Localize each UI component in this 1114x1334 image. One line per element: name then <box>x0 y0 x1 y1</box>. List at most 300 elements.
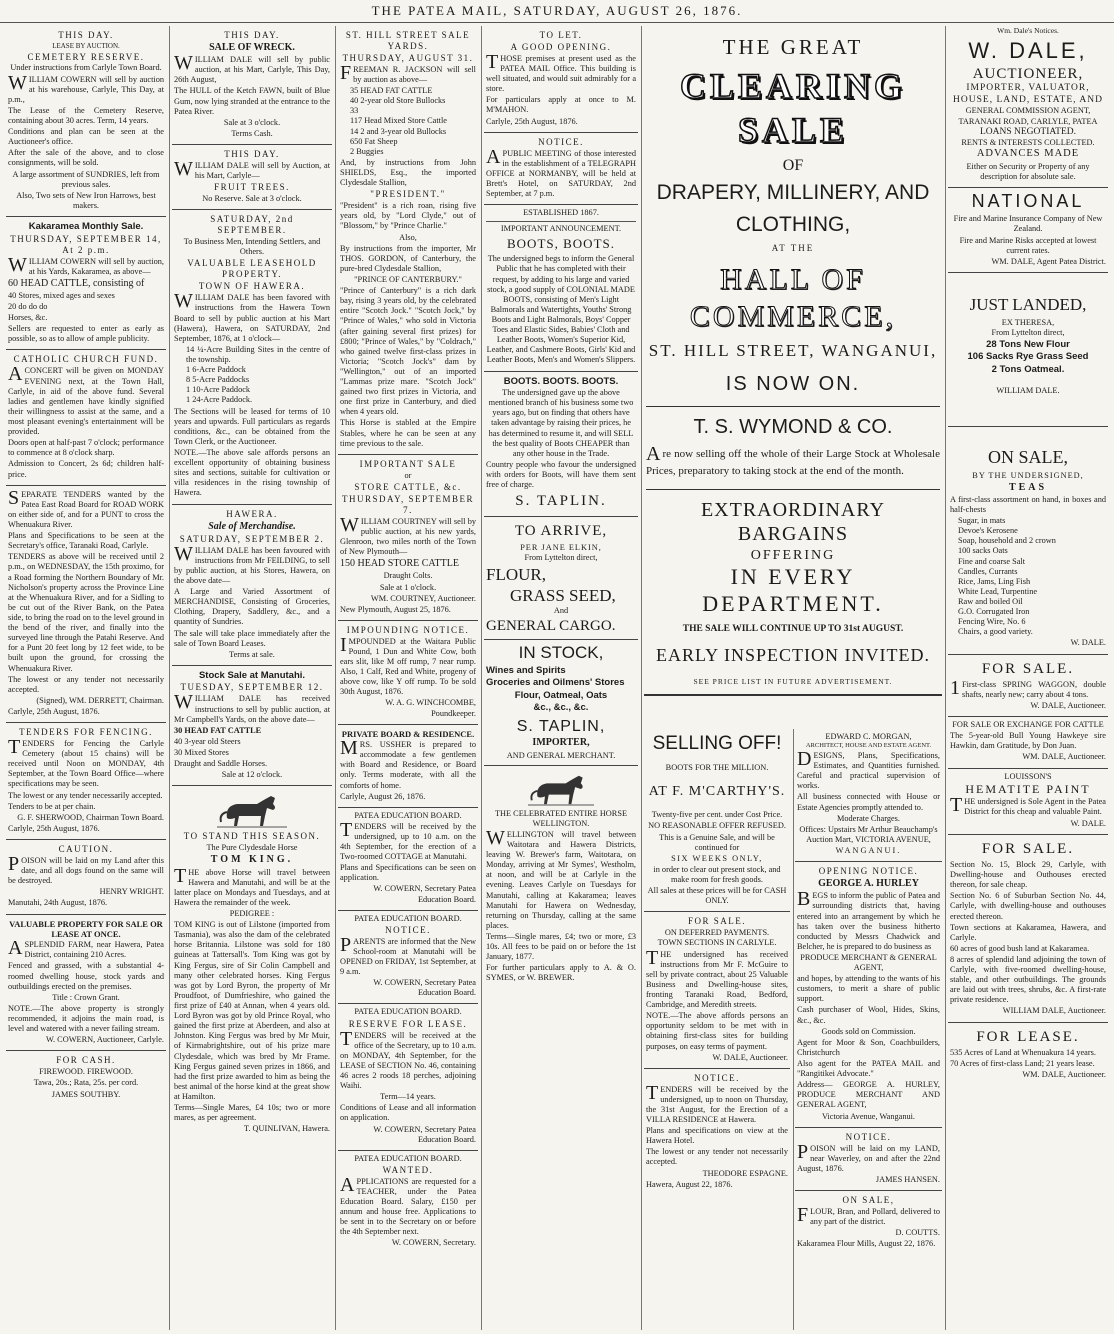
ad-text: WANGANUI. <box>835 846 902 856</box>
ad-text: or <box>404 470 412 480</box>
ad-text: WILLIAM DALE will sell by Auction, at his Mart, Carlyle— <box>174 158 330 181</box>
ad-heading: Stock Sale at Manutahi. <box>198 669 306 681</box>
ad-signature: W. DALE. <box>1070 818 1106 828</box>
ad-text: PARENTS are informed that the New School-room at Manutahi will be OPENED on FRIDAY, 1st September, at 9 a.m. <box>340 933 476 977</box>
ad-text: IMPOUNDED at the Waitara Public Pound, 1 Dun and White Cow, both ears slit, like M off rump, 7 near rump. Also, 1 Calf, Red and White, progeny of above cow, like Y off rump. To be sold 30th August, 1876. <box>340 633 476 697</box>
ad-signature: JAMES SOUTHBY. <box>51 1089 121 1099</box>
ad-title: TEAS <box>1008 481 1048 493</box>
ad-title: BOOTS, BOOTS. <box>507 236 615 252</box>
column-4 <box>484 26 638 1330</box>
ad-title: STORE CATTLE, &c. <box>354 481 462 492</box>
ad-education-board-reserve <box>338 1004 478 1150</box>
list-item: 1 6-Acre Paddock <box>186 365 246 375</box>
ad-heading: ST. HILL STREET SALE YARDS. <box>345 30 471 51</box>
ad-text: 60 HEAD CATTLE, consisting of <box>8 277 145 289</box>
ad-subheading: BOOTS FOR THE MILLION. <box>665 763 769 773</box>
list-item: 35 HEAD FAT CATTLE <box>350 86 433 96</box>
ad-subheading: PEDIGREE : <box>229 909 275 918</box>
ad-tenders-fencing <box>6 723 166 840</box>
ad-text: MRS. USSHER is prepared to accommodate a few gentlemen with Board and Residence, or Board only. Terms moderate, with all the comforts of home. <box>340 737 476 790</box>
ad-heading: NOTICE. <box>694 1072 740 1083</box>
list-item: Raw and boiled Oil <box>958 596 1023 606</box>
ad-store-cattle <box>338 455 478 621</box>
column-5-right <box>795 729 942 1330</box>
ad-title: VALUABLE LEASEHOLD PROPERTY. <box>187 258 317 280</box>
ad-heading: FOR SALE OR EXCHANGE FOR CATTLE <box>952 720 1104 730</box>
ad-signature: G. F. SHERWOOD, Chairman Town Board. <box>17 812 164 822</box>
ad-town-sections <box>644 912 790 1068</box>
ad-heading: PRIVATE BOARD & RESIDENCE. <box>341 728 475 739</box>
ad-text: The undersigned gave up the above mentioned branch of his business some two years ago, but on finding that others have taken advantage by raising their prices, he has determined to resume it, and will SELL the best quality of Boots CHEAPER than any other house in the Trade. <box>488 388 634 458</box>
ad-text: Under instructions from Carlyle Town Board. <box>10 63 162 73</box>
ad-date: THURSDAY, SEPTEMBER 14, At 2 p.m. <box>10 233 162 255</box>
column-5 <box>644 26 942 1330</box>
ad-cemetery-reserve <box>6 26 166 217</box>
ad-text: Terms at sale. <box>229 649 275 659</box>
ad-text: Plans and Specifications can be seen on application. <box>340 863 476 883</box>
ad-text: Manutahi, 24th August, 1876. <box>8 898 108 908</box>
ad-heading: CATHOLIC CHURCH FUND. <box>13 354 159 365</box>
ad-heading: TO LET. <box>539 30 583 40</box>
ad-heading: THE CELEBRATED ENTIRE HORSE WELLINGTON. <box>494 808 628 828</box>
ad-in-stock <box>484 640 638 766</box>
list-item: 8 5-Acre Paddocks <box>186 375 250 385</box>
column-2 <box>172 26 332 1330</box>
ad-title: BOOTS. BOOTS. BOOTS. <box>503 375 619 387</box>
ad-text: Sale at 12 o'clock. <box>221 770 283 780</box>
ad-signature: WILLIAM DALE. <box>996 385 1060 395</box>
column-6 <box>948 26 1108 1330</box>
ad-text: NO REASONABLE OFFER REFUSED. <box>648 821 786 831</box>
list-item: 28 Tons New Flour <box>986 338 1070 350</box>
ad-text: WILLIAM DALE has been favoured with instructions from Mr FEILDING, to sell by public auction, at his Stores, Hawera, on the above date— <box>174 542 330 585</box>
ad-text: This Horse is stabled at the Empire Stables, where he can be seen at any time previous to the sale. <box>340 418 476 448</box>
ad-education-board-wanted <box>338 1151 478 1254</box>
list-item: 100 sacks Oats <box>958 546 1008 556</box>
ad-signature: W. DALE. <box>1070 638 1106 648</box>
ad-heading: FOR SALE. <box>981 660 1075 677</box>
list-item: Fine and coarse Salt <box>958 556 1026 566</box>
ad-text: THE undersigned is Sole Agent in the Patea District for this cheap and valuable Paint. <box>950 794 1106 817</box>
ad-text: "President" is a rich roan, rising five years old, by "Lord Clyde," out of "Blossom," by "Prince Charlie." <box>340 201 476 231</box>
list-item: 106 Sacks Rye Grass Seed <box>967 351 1089 363</box>
ad-signature: HENRY WRIGHT. <box>99 887 164 897</box>
ad-text: WELLINGTON will travel between Waitotara and Hawera Districts, leaving W. Brewer's farm, Waitotara, on Monday, arriving at Mr Symes', Westholm, at noon, and will be at Carlyle in the evening. Leaves Carlyle on Tuesdays for Manutahi, calling at Kakaramea; leaves Manutahi for Hawera on Wednesday, returning on Thursday, calling at the same places. <box>486 826 636 930</box>
ad-text: THE above Horse will travel between Hawera and Manutahi, and will be at the latter place on Mondays and Tuesdays, and at Hawera the remainder of the week. <box>174 864 330 907</box>
list-item: 2 Buggies <box>350 146 384 156</box>
ad-text: The 5-year-old Bull Young Hawkeye sire Hawkin, dam Gratitude, by Don Juan. <box>950 731 1106 751</box>
ad-signature: WM. DALE, Agent Patea District. <box>991 256 1106 266</box>
list-item: Rice, Jams, Ling Fish <box>958 576 1031 586</box>
ad-on-sale-teas <box>948 427 1108 655</box>
ad-heading: THIS DAY. <box>224 149 280 160</box>
list-item: 30 HEAD FAT CATTLE <box>174 725 262 735</box>
ad-text: Also, Two sets of New Iron Harrows, best makers. <box>16 190 156 210</box>
ad-text: Sellers are requested to enter as early as possible, so as to allow of ample publicity. <box>8 324 164 344</box>
ad-text: TENDERS will be received by the undersigned, up to noon on Thursday, the 31st August, for the Erection of a VILLA RESIDENCE at Hawera. <box>646 1081 788 1125</box>
ad-subheading: IMPORTER, <box>532 737 590 749</box>
ad-heading: THIS DAY. <box>58 30 114 40</box>
column-rule <box>641 26 642 1330</box>
ad-text: Conditions and plan can be seen at the Auctioneer's office. <box>8 127 164 147</box>
ad-text: Section No. 6 of Suburban Section No. 44, Carlyle, with dwelling-house and outhouses erected thereon. <box>950 891 1106 921</box>
ad-text: Title : Crown Grant. <box>52 992 120 1002</box>
ad-text: 150 HEAD STORE CATTLE <box>340 558 459 570</box>
ad-text: POISON will be laid on my LAND, near Waverley, on and after the 22nd August, 1876. <box>797 1140 940 1173</box>
ad-text: For further particulars apply to A. & O. SYMES, or W. BREWER. <box>486 963 636 983</box>
ad-text: Also agent for the PATEA MAIL and "Rangitikei Advocate." <box>797 1059 940 1079</box>
list-item: White Lead, Turpentine <box>958 586 1038 596</box>
ad-text: FREEMAN R. JACKSON will sell by auction as above— <box>340 61 476 85</box>
ad-text: 1First-class SPRING WAGGON, double shafts, nearly new; carry about 4 tons. <box>950 676 1106 699</box>
ad-bull-exchange <box>948 717 1108 768</box>
ad-text: APPLICATIONS are requested for a TEACHER, under the Patea Education Board. Salary, £150 per annum and house free. Applications to be sent in to the Secretary on or before the 4th September next. <box>340 1173 476 1237</box>
ad-title: SALE OF WRECK. <box>209 41 295 53</box>
ad-text: Sale at 3 o'clock. <box>223 117 281 127</box>
ad-signature: S. TAPLIN. <box>515 493 607 510</box>
ad-signature: WILLIAM DALE, Auctioneer. <box>1002 1006 1106 1016</box>
list-item: G.O. Corrugated Iron <box>958 607 1030 617</box>
ad-title: "PRESIDENT." <box>370 189 446 200</box>
ad-signature: THEODORE ESPAGNE. <box>702 1168 788 1178</box>
ad-heading: FOR SALE. <box>687 916 746 927</box>
ad-heading: NOTICE. <box>845 1131 892 1142</box>
ad-signature: W. DALE, Auctioneer. <box>712 1052 788 1062</box>
ad-heading: FOR SALE. <box>981 840 1075 857</box>
ad-text: By instructions from the importer, Mr THOS. GORDON, of Canterbury, the pure-bred Clydesdale Stallion, <box>340 243 476 273</box>
ad-edward-morgan <box>795 729 942 862</box>
ad-tom-king <box>172 786 332 1139</box>
ad-text: NOTE.—The above affords persons an opportunity seldom to be met with in obtaining first-class sites for building purposes, on easy terms of payment. <box>646 1011 788 1051</box>
ad-road-tenders <box>6 486 166 723</box>
ad-kakaramea-sale <box>6 217 166 350</box>
ad-heading: W. DALE, <box>968 38 1088 64</box>
ad-text: 20 do do do <box>8 302 48 312</box>
column-rule <box>335 26 336 1330</box>
ad-signature: S. TAPLIN, <box>516 717 606 735</box>
ad-heading: TO ARRIVE, <box>514 523 608 540</box>
list-item: 40 2-year old Store Bullocks <box>350 96 446 106</box>
ad-wellington-horse <box>484 766 638 989</box>
list-item: FLOUR, <box>486 564 546 584</box>
ad-text: Are now selling off the whole of their Large Stock at Wholesale Prices, preparatory to taking stock at the end of the month. <box>646 442 940 478</box>
ad-hematite-paint <box>948 769 1108 835</box>
ad-text: TENDERS will be received at the office of the Secretary, up to 10 a.m. on MONDAY, 4th September, for the LEASE of SECTION No. 46, containing 46 acres 2 roods 18 perches, adjoining Waihi. <box>340 1027 476 1091</box>
ad-signature: (Signed), WM. DERRETT, Chairman. <box>36 695 164 705</box>
ad-text: RENTS & INTERESTS COLLECTED. <box>961 138 1095 148</box>
ad-text: And, by instructions from John SHIELDS, Esq., the imported Clydesdale Stallion, <box>340 157 476 188</box>
list-item: GRASS SEED, <box>510 585 616 605</box>
ad-text: Kakaramea Flour Mills, August 22, 1876. <box>797 1239 936 1249</box>
ad-text: And <box>553 606 569 616</box>
ad-text: APUBLIC MEETING of those interested in the establishment of a TELEGRAPH OFFICE at NORMANBY, will be held at Brett's Hotel, on SATURDAY, 2nd September, at 7 p.m. <box>486 145 636 199</box>
ad-title: TOWN SECTIONS IN CARLYLE. <box>657 938 777 948</box>
ad-subheading: DRAPERY, MILLINERY, AND <box>656 180 930 204</box>
ad-heading: TO STAND THIS SEASON. <box>183 831 321 842</box>
ad-title: TOM KING. <box>210 854 294 866</box>
ad-text: 40 Stores, mixed ages and sexes <box>8 290 115 300</box>
ad-text: ACONCERT will be given on MONDAY EVENING next, at the Town Hall, Carlyle, in aid of the above fund. Several ladies and gentlemen have kindly signified their willingness to assist at the same, and a most pleasant evening's entertainment will be provided. <box>8 363 164 437</box>
ad-signature: W. DALE, Auctioneer. <box>1030 701 1106 711</box>
ad-to-let <box>484 26 638 133</box>
ad-w-dale <box>948 35 1108 188</box>
list-item: Soap, household and 2 crown <box>958 536 1056 546</box>
ad-text: WILLIAM COURTNEY will sell by public auction, at his new yards, Glenroon, two miles north of the Town of New Plymouth— <box>340 513 476 557</box>
ad-signature: W. COWERN, Secretary. <box>391 1238 476 1248</box>
ad-sale-of-wreck <box>172 26 332 145</box>
ad-text: "Prince of Canterbury" is a rich dark bay, rising 3 years old, by the celebrated entire "Scotch Jock." "Scotch Jock," by "Prince of Wales," who sold in Victoria (after gaining several first prizes) for £800; "Prince of Wales," by "Coldrach," who gained twelve first-class prizes in Victoria; "Scotch Jock's" dam by "Wellington," out of an imported "Lammas prize mare. "Scotch Jock" gained two first prizes in Victoria, and one first prize in Canterbury, and died when 4 years old. <box>340 286 476 417</box>
ad-poison-hansen <box>795 1128 942 1191</box>
ad-text: OFFERING <box>750 547 836 563</box>
ad-private-board <box>338 725 478 808</box>
ad-text: Terms—Single Mares, £4 10s; two or more mares, as per agreement. <box>174 1103 330 1123</box>
ad-text: Moderate Charges. <box>837 813 900 823</box>
list-item: 33 <box>350 106 359 116</box>
column-5-left <box>644 729 794 1330</box>
ad-heading: JUST LANDED, <box>969 294 1087 314</box>
ad-text: Fire and Marine Risks accepted at lowest current rates. <box>959 235 1097 255</box>
ad-text: The lowest or any tender not necessarily accepted. <box>646 1147 788 1167</box>
ad-villa-tenders <box>644 1069 790 1195</box>
ad-heading: VALUABLE PROPERTY FOR SALE OR LEASE AT ONCE. <box>9 918 163 939</box>
ad-subheading: ST. HILL STREET, WANGANUI, <box>648 341 938 361</box>
list-item: Sugar, in mats <box>958 516 1006 526</box>
ad-heading: Kakaramea Monthly Sale. <box>28 221 144 232</box>
ad-title: NOTICE. <box>385 924 431 935</box>
ad-text: For particulars apply at once to M. M'MAHON. <box>486 95 636 115</box>
list-item: 14 ¼-Acre Building Sites in the centre of the township. <box>186 344 330 365</box>
ad-text: DESIGNS, Plans, Specifications, Estimates, and Quantities furnished. Careful and practical supervision of works. <box>797 748 940 791</box>
ad-text: Sale at 1 o'clock. <box>379 582 437 592</box>
ad-text: in order to clear out present stock, and make room for fresh goods. <box>653 864 781 885</box>
ad-subheading: IMPORTANT ANNOUNCEMENT. <box>486 221 636 234</box>
ad-title: WANTED. <box>382 1164 434 1175</box>
list-item: 1 24-Acre Paddock. <box>186 395 253 405</box>
ad-text: Carlyle, 25th August, 1876. <box>8 706 100 716</box>
ad-catholic-church-fund <box>6 350 166 485</box>
ad-text: The Sections will be leased for terms of 10 years and upwards. Full particulars as regards conditions, &c., can be obtained from the Town Clerk, or the Auctioneer. <box>174 406 330 446</box>
ad-just-landed <box>948 273 1108 427</box>
ad-text: Agent for Moor & Son, Coachbuilders, Christchurch <box>797 1037 940 1057</box>
list-item: 30 Mixed Stores <box>174 747 229 757</box>
ad-signature: WM. COURTNEY, Auctioneer. <box>370 593 476 603</box>
ad-subheading: BY THE UNDERSIGNED, <box>972 470 1084 480</box>
ad-signature: D. COUTTS. <box>895 1228 940 1238</box>
ad-text: Goods sold on Commission. <box>821 1026 916 1036</box>
ad-heading: PATEA EDUCATION BOARD. <box>354 810 462 820</box>
ad-text: Carlyle, August 26, 1876. <box>340 791 426 801</box>
ad-title: "PRINCE OF CANTERBURY." <box>354 274 462 284</box>
ad-title: CEMETERY RESERVE. <box>27 51 145 62</box>
ad-text: TOM KING is out of Lilstone (imported from Tasmania), was also the dam of the celebrated horse Britannia. Lilstone was sold for 180 guineas at Tattersall's. Tom King was got by King Fergus, sire of Sir Colin Campbell and many other celebrated horses. King Fergus was got by Lord Byron, the property of Mr Proudfoot, of Dumfrieshire, who gained the first prize of £40 at Annan, when 4 years old. Lord Byron was got by old Prince Royal, who gained the first prize at Aberdeen, and also at Johnston. King Fergus was bred by Mr Muir, of Kirmabrightshire, out of his prize mare Clydesdale, which was bred by Mr Frame. King Fergus gained seven prizes in 1866, and had the first prize awarded to him as being the best animal of the horse kind at the great show at Hamilton. <box>174 920 330 1101</box>
ad-text: Tenders to be at per chain. <box>8 801 96 811</box>
ad-signature: W. COWERN, Secretary Patea Education Board. <box>373 1124 476 1144</box>
list-item: Chairs, a good variety. <box>958 627 1033 637</box>
ad-national-insurance <box>948 188 1108 273</box>
ad-text: THE undersigned has received instructions from Mr F. McGuire to sell by private contract, about 25 Valuable Business and Dwelling-house sites, fronting Taranaki Road, Bedford, Cambridge, and Meredith streets. <box>646 946 788 1010</box>
ad-text: WILLIAM COWERN will sell by auction, at his Yards, Kakaramea, as above— <box>8 253 164 276</box>
ad-subheading: EXTRAORDINARY BARGAINS <box>646 489 940 547</box>
ad-text: HOUSE, LAND, ESTATE, AND <box>953 94 1103 105</box>
ad-text: BEGS to inform the public of Patea and surrounding districts that, having entered into an arrangement by which he has taken over the business hitherto conducted by Messrs Chadwick and Belcher, he is prepared to do business as <box>797 888 940 951</box>
list-item: Devoe's Kerosene <box>958 526 1018 536</box>
ad-text: Terms Cash. <box>231 128 273 138</box>
ad-heading: ON SALE, <box>988 446 1068 467</box>
ad-subheading: CLOTHING, <box>735 212 851 236</box>
ad-text: 70 Acres of first-class Land; 21 years lease. <box>950 1059 1095 1068</box>
ad-title: Sale of Merchandise. <box>208 520 296 532</box>
ad-subheading: LEASE BY AUCTION. <box>52 41 120 50</box>
ad-text: A first-class assortment on hand, in boxes and half-chests <box>950 494 1106 514</box>
ad-george-hurley <box>795 862 942 1128</box>
list-item: 14 2 and 3-year old Bullocks <box>350 126 447 136</box>
ad-subheading: PER JANE ELKIN, <box>520 542 602 552</box>
ad-text: NOTE.—The above sale affords persons an excellent opportunity of obtaining business sites and sections, suitable for cultivation or villa residences in the rising township of Hawera. <box>174 448 330 498</box>
ad-signature: W. COWERN, Secretary Patea Education Board. <box>373 884 476 904</box>
ad-heading: SELLING OFF! <box>652 733 782 754</box>
ad-text: Carlyle, 25th August, 1876. <box>8 823 100 833</box>
ad-signature: W. COWERN, Auctioneer, Carlyle. <box>45 1035 164 1045</box>
ad-text: IMPORTER, VALUATOR, <box>966 83 1090 94</box>
ad-text: New Plymouth, August 25, 1876. <box>340 604 451 614</box>
ad-text: This is a Genuine Sale, and will be continued for <box>659 832 775 852</box>
ad-leasehold-property <box>172 210 332 504</box>
ad-heading: OPENING NOTICE. <box>818 866 919 877</box>
ad-text: WILLIAM COWERN will sell by auction at his warehouse, Carlyle, This Day, at p.m., <box>8 71 164 104</box>
list-item: Candles, Currants <box>958 566 1018 576</box>
ad-heading: LOUISSON'S <box>1004 771 1052 781</box>
ad-sale-of-merchandise <box>172 505 332 666</box>
list-item: Flour, Oatmeal, Oats <box>514 689 608 701</box>
ad-subheading: The Pure Clydesdale Horse <box>206 843 298 853</box>
ad-text: Conditions of Lease and all information on application. <box>340 1103 476 1123</box>
ad-title: FRUIT TREES. <box>214 182 290 193</box>
ad-heading: EDWARD C. MORGAN, <box>825 732 912 741</box>
ad-to-arrive <box>484 517 638 639</box>
ad-text: ASPLENDID FARM, near Hawera, Patea District, containing 210 Acres. <box>8 937 164 960</box>
ad-text: All business connected with House or Estate Agencies promptly attended to. <box>797 792 940 812</box>
ad-text: Victoria Avenue, Wanganui. <box>822 1111 915 1121</box>
ad-text: Twenty-five per cent. under Cost Price. <box>651 810 783 820</box>
column-3 <box>338 26 478 1330</box>
ad-heading: THIS DAY. <box>224 30 280 40</box>
ad-subheading: TOWN OF HAWERA. <box>198 281 306 292</box>
ad-text: and hopes, by attending to the wants of his customers, to merit a share of public support. <box>797 974 940 1004</box>
ad-text: The undersigned begs to inform the General Public that he has completed with their request, by adding to his large and varied stock, a good supply of COLONIAL MADE BOOTS, consisting of Men's Light Balmorals and Watertights, Youths' Strong Boots and Light Balmorals, Boys' Copper Toes and Elastic Sides, Babies' Cloth and Leather Boots, Women's Superior Kid, Leather, and Cashmere Boots, Girls' Kid and Leather Boots, Men's and Women's Slippers. <box>486 254 636 365</box>
ad-text: NOTE.—The above property is strongly recommended, it adjoins the main road, is level and watered with a never failing stream. <box>8 1003 164 1034</box>
list-item: Groceries and Oilmens' Stores <box>486 677 625 689</box>
list-item: 2 Tons Oatmeal. <box>991 363 1065 375</box>
ad-title: HALL OF COMMERCE, <box>689 263 897 333</box>
ad-fruit-trees <box>172 145 332 210</box>
ad-subheading: IN EVERY DEPARTMENT. <box>702 563 884 616</box>
ad-text: Fire and Marine Insurance Company of New Zealand. <box>953 214 1103 234</box>
ad-signature: JAMES HANSEN. <box>875 1174 940 1184</box>
ad-caution <box>6 840 166 915</box>
ad-text: TENDERS as above will be received until 2 p.m., on WEDNESDAY, the 15th proximo, for a Road forming the Northern Boundary of Mr. Nicholson's property across the Province Line at the Whenuakura River, and for a Sidling to be cut out of the River Bank, on the Patea side, to bring the road on to the level ground in the bend of the river, and finally into the surveyed line through the Patahi Reserve. And for a Punt 20 feet long by 12 feet wide, to be built upon the ground, for crossing the Whenuakura River. <box>8 552 164 673</box>
ad-text: Horses, &c. <box>8 313 48 323</box>
ad-subheading: IS NOW ON. <box>725 373 861 396</box>
ad-heading: PATEA EDUCATION BOARD. <box>354 1007 462 1017</box>
ad-subheading: To Business Men, Intending Settlers, and Others. <box>183 237 321 257</box>
ad-text: Section No. 15, Block 29, Carlyle, with Dwelling-house and Outhouses erected thereon, for sale cheap. <box>950 859 1106 890</box>
ad-text: TARANAKI ROAD, CARLYLE, PATEA <box>958 116 1098 126</box>
ad-title: GEORGE A. HURLEY <box>818 878 919 890</box>
ad-heading: ESTABLISHED 1867. <box>523 208 599 218</box>
column-rule <box>481 26 482 1330</box>
ad-heading: IN STOCK, <box>518 642 604 662</box>
ad-impounding-notice <box>338 621 478 725</box>
ad-text: WILLIAM DALE will sell by public auction, at his Mart, Carlyle, This Day, 26th August, <box>174 52 330 85</box>
ad-text: Cash purchaser of Wool, Hides, Skins, &c., &c. <box>797 1005 940 1025</box>
ad-heading: IMPOUNDING NOTICE. <box>346 624 470 635</box>
ad-st-hill-sale-yards <box>338 26 478 455</box>
ad-text: No Reserve. Sale at 3 o'clock. <box>202 194 302 204</box>
list-item: &c., &c., &c. <box>533 702 589 714</box>
list-item: 1 10-Acre Paddock <box>186 385 251 395</box>
ad-subheading: ARCHITECT, HOUSE AND ESTATE AGENT. <box>805 742 932 750</box>
ad-text: TENDERS for Fencing the Carlyle Cemetery (about 15 chains) will be received until Noon on MONDAY, 4th September, at the Town Board Office—where specifications may be seen. <box>8 736 164 789</box>
ad-heading: FOR LEASE. <box>976 1028 1080 1045</box>
ad-signature: WM. DALE, Auctioneer. <box>1022 752 1106 762</box>
list-item: 40 3-year old Steers <box>174 736 241 746</box>
ad-text: All sales at these prices will be for CASH ONLY. <box>647 886 787 906</box>
ad-text: WILLIAM DALE has received instructions to sell by public auction, at Mr Campbell's Yards, on the above date— <box>174 691 330 724</box>
ad-text: 8 acres of splendid land adjoining the town of Carlyle, with five-roomed dwelling-house, stable, and other outbuildings. The grounds are laid out with trees, shrubs, &c. A first-rate private residence. <box>950 954 1106 1005</box>
ad-text: ADVANCES MADE <box>976 148 1080 160</box>
ad-text: A large assortment of SUNDRIES, left from previous sales. <box>12 169 160 189</box>
ad-text: OF <box>782 157 804 175</box>
ad-text: FIREWOOD. FIREWOOD. <box>39 1067 133 1077</box>
ad-text: Fenced and grassed, with a substantial 4-roomed dwelling house, stock yards and outbuildings erected on the premises. <box>8 961 164 991</box>
ad-text: Terms—Single mares, £4; two or more, £3 10s. All fees to be paid on or before the 1st January, 1877. <box>486 932 636 962</box>
ad-flour-coutts <box>795 1191 942 1254</box>
ad-text: After the sale of the above, and to close consignments, will be sold. <box>8 148 164 168</box>
ad-signature: W. A. G. WINCHCOMBE, Poundkeeper. <box>385 698 476 718</box>
ad-boots-boots <box>484 205 638 371</box>
ad-heading: SATURDAY, 2nd SEPTEMBER. <box>210 214 294 236</box>
ad-heading: TENDERS FOR FENCING. <box>19 727 153 738</box>
ad-text: Also, <box>399 232 417 242</box>
ad-text: The lowest or any tender not necessarily accepted. <box>8 674 164 694</box>
ad-text: GENERAL COMMISSION AGENT, <box>965 106 1091 116</box>
ad-heading: FOR CASH. <box>56 1055 116 1066</box>
ad-text: 60 acres of good bush land at Kakaramea. <box>950 943 1090 953</box>
ad-text: SEPARATE TENDERS wanted by the Patea East Road Board for ROAD WORK on either side of, and for a PUNT to cross the Whenuakura River. <box>8 486 164 529</box>
ad-subheading: ON DEFERRED PAYMENTS. <box>664 928 770 938</box>
ad-text: Plans and Specifications to be seen at the Secretary's office, Taranaki Road, Carlyle. <box>8 531 164 551</box>
ad-signature: W. COWERN, Secretary Patea Education Board. <box>373 978 476 998</box>
ad-text: Plans and specifications on view at the Hawera Hotel. <box>646 1126 788 1146</box>
column-heading: Wm. Dale's Notices. <box>997 26 1059 35</box>
ad-subheading: EARLY INSPECTION INVITED. <box>655 645 930 666</box>
ad-text: Tawa, 20s.; Rata, 25s. per cord. <box>33 1078 139 1088</box>
ad-boots-resume <box>484 372 638 518</box>
ad-selling-off <box>644 729 790 912</box>
ad-text: THOSE premises at present used as the PATEA MAIL Office. This building is well situated, and would suit admirably for a store. <box>486 50 636 94</box>
ad-title: A GOOD OPENING. <box>510 41 612 52</box>
ad-text: Doors open at half-past 7 o'clock; performance to commence at 8 o'clock sharp. <box>8 438 164 458</box>
horse-illustration <box>217 792 287 828</box>
list-item: 117 Head Mixed Store Cattle <box>350 116 447 126</box>
ad-heading: NATIONAL <box>971 191 1085 212</box>
ad-text: The Lease of the Cemetery Reserve, containing about 30 acres. Term, 14 years. <box>8 105 164 126</box>
ad-text: POISON will be laid on my Land after this date, and all dogs found on the same will be destroyed. <box>8 852 164 886</box>
ad-heading: IMPORTANT SALE <box>359 458 457 469</box>
ad-date: THURSDAY, SEPTEMBER 7. <box>341 493 475 515</box>
ad-text: From Lyttelton direct, <box>524 552 598 562</box>
ad-text: WILLIAM DALE has been favored with instructions from the Hawera Town Board to sell by public auction at his Mart (Hawera), Hawera, on SATURDAY, 2nd September, 1876, at 1 o'clock— <box>174 290 330 343</box>
